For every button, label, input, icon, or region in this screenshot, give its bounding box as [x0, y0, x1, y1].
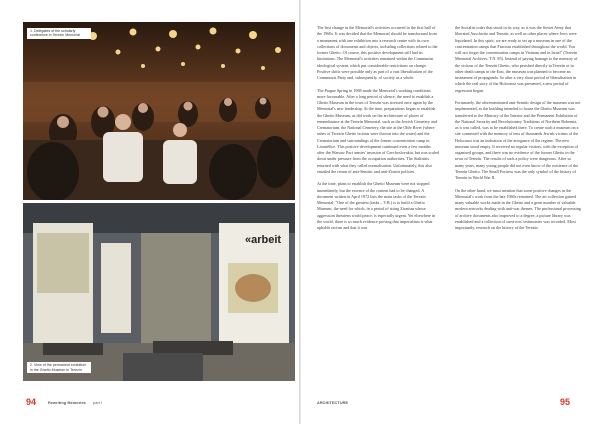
exhibit-sign-text: «arbeit	[245, 234, 282, 246]
left-running-title	[48, 401, 102, 405]
figure-2-caption: 2. View of the permanent exhibition in the Ghetto Museum in Terezín	[27, 362, 91, 373]
paragraph: the Socialist order that stood in its way, as it was the Soviet Army that liberated Auschwitz and Terezín, as well as other places where Jews were liquidated. In this spirit, we are ready to set up a museum in one of the concentration camps that Fascism established throughout the world. You will not forget the concentration camps in Vietnam and in Israel" (Terezín Memorial Archives, T.N. 85). Instead of paying homage to the memory of the victims of the Terezín Ghetto, who perished directly in Terezín or in other death camps in the East, the museum was planned to become an instrument of propaganda. So after a very short period of liberalisation in which the real story of the Holocaust was presented, a new period of regression began.	[455, 25, 578, 93]
right-running-title: ARCHITECTURE	[317, 401, 349, 405]
conference-photo-image	[23, 22, 295, 200]
body-text-column-1	[317, 25, 439, 238]
paragraph: At the time, plans to establish the Ghetto Museum were not stopped immediately, but the essence of the content had to be changed. A document written in April 1972 lists the main tasks of the Terezín Memorial: "One of the greatest (tasks – V.B.) is to build a Ghetto Museum, the need for which, in a period of rising Zionism whose aggression threatens world peace, is especially urgent. Yet elsewhere in the world, there is so much evidence proving that imperialism is what upholds racism and that it was	[317, 181, 436, 230]
paragraph: Fortunately, the aforementioned anti-Semitic design of the museum was not implemented, as the building intended to house the Ghetto Museum was transferred to the Ministry of the Interior and the Permanent Exhibition of the National Security and Revolutionary Traditions of Northern Bohemia, as it was called, was to be established there. To create such a museum on a site connected with the memory of tens of thousands Jewish victims of the Holocaust was an indication of the arrogance of the regime. The new museum stood empty. It received no regular visitors, with the exception of organised groups, and there was no evidence of the former Ghetto in the town of Terezín. The results of such a policy were dangerous. After so many years, many young people did not even know of the existence of the Terezín Ghetto. The Small Fortress was the only symbol of the history of Terezín in World War II.	[455, 100, 581, 180]
conference-photo	[23, 22, 295, 200]
figure-1-caption: 1. Delegates of the scholarly conference in Terezín Memorial	[27, 28, 91, 39]
exhibition-photo-image	[23, 203, 295, 381]
running-title-text: Rewriting Memories	[48, 401, 86, 405]
paragraph: On the other hand, we must mention that some positive changes in the Memorial's work from the late 1960s remained. The art collection gained many valuable works made in the Ghetto and a great number of valuable modern artworks dealing with anti-war themes. The professional processing of archive documents also improved to a degree, a picture library was established and a collection of survivors' testimonies was recorded. Most importantly, research on the history of the Terezín	[455, 187, 581, 230]
left-page-number: 94	[26, 397, 37, 407]
part-label: part I	[93, 401, 103, 405]
paragraph: The Prague Spring in 1968 made the Memorial's working conditions more favourable. After a long period of silence, the need to establish a Ghetto Museum in the town of Terezín was stressed once again by the Memorial's new leadership. At the time, preparations began to establish the Ghetto Museum, as did work on the architecture of places of remembrance at the Terezín Memorial, such as the Jewish Cemetery and Crematorium, the National Cemetery, the site at the Ohře River (where ashes of Terezín Ghetto victims were thrown into the water) and the Crematorium and surroundings of the former concentration camp in Litoměřice. This positive development continued even a few months after the Warsaw Pact armies' invasion of Czechoslovakia, but was scaled down under pressure from the occupation authorities. The Stalinists returned with what they called normalisation. Unfortunately, this also entailed the return of anti-Semitic and anti-Zionist policies.	[317, 87, 439, 174]
exhibition-photo	[23, 203, 295, 381]
paragraph: The first change in the Memorial's activities occurred in the first half of the 1960s. It was decided that the Memorial should be transformed from a monument with one exhibition into a research centre with its own collections of documents and objects, including collections related to the former Ghetto. Of course, this positive development still had its limitations. The Memorial's activities remained within the Communist ideological system, which put considerable restrictions on change. Positive shifts were possible only as part of a vast liberalisation of the Communist Party and, subsequently, of society as a whole.	[317, 25, 438, 80]
body-text-column-2	[455, 25, 581, 238]
right-page-number: 95	[560, 397, 571, 407]
